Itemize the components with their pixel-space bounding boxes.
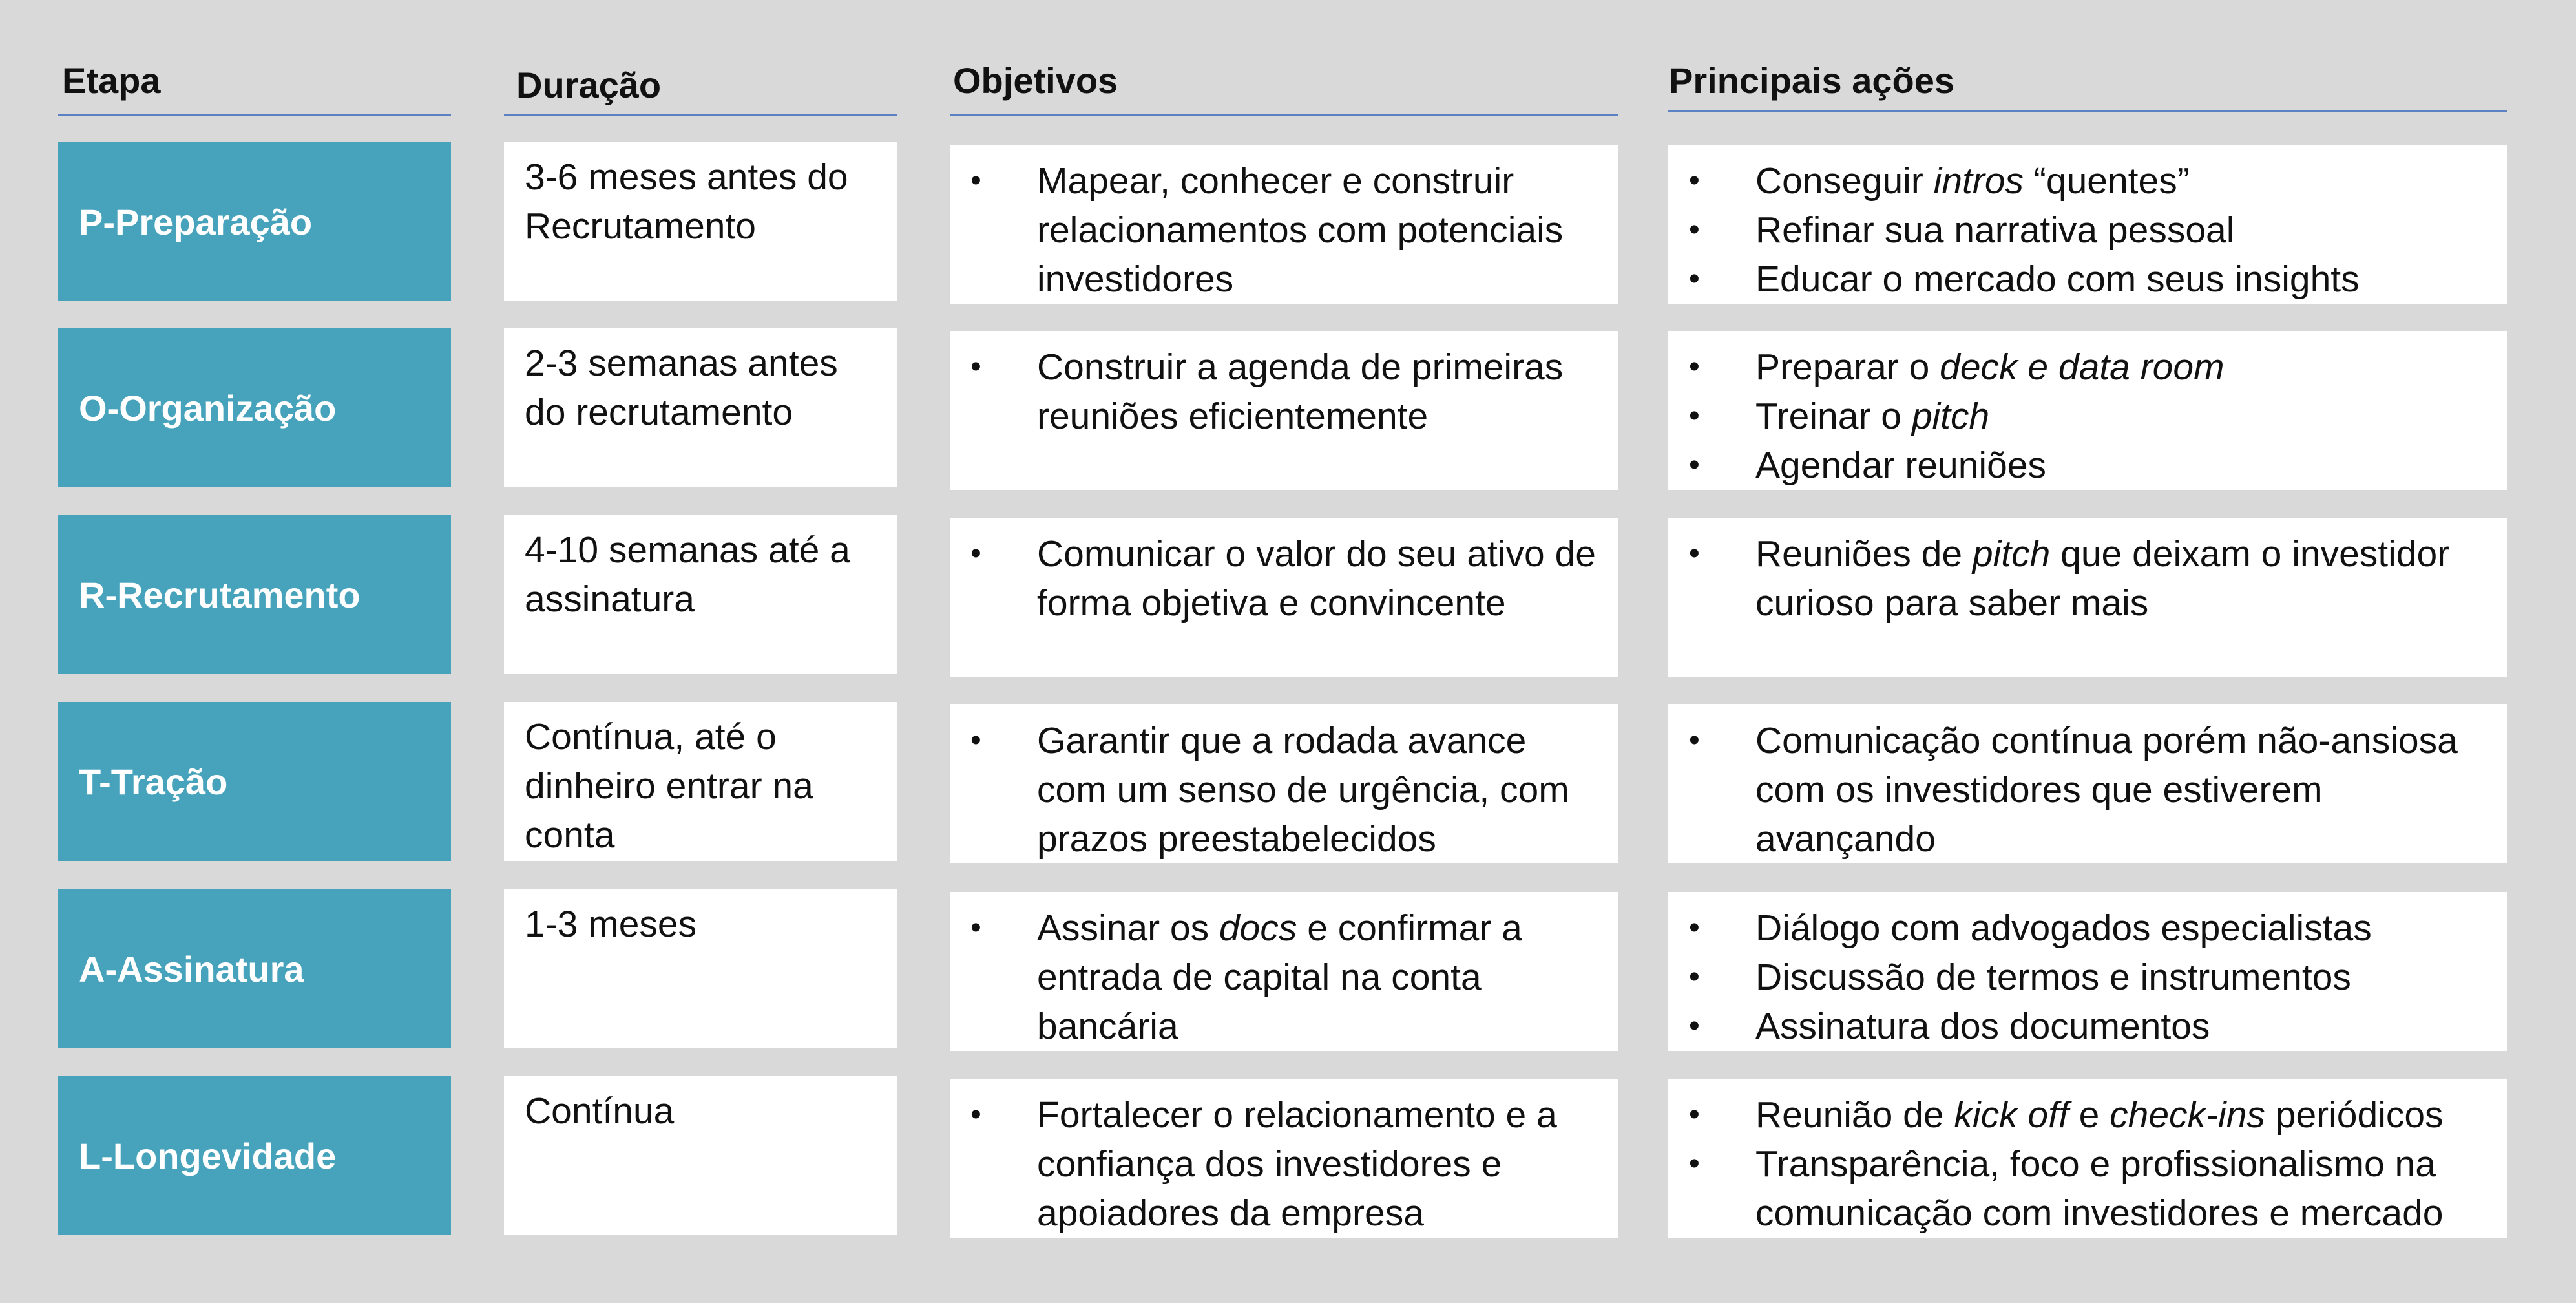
acoes-cell bbox=[1668, 331, 2507, 490]
bullet-icon: • bbox=[1689, 164, 1700, 198]
acoes-cell bbox=[1668, 892, 2507, 1051]
duracao-cell: Contínua, até o dinheiro entrar na conta bbox=[504, 702, 897, 861]
bullet-icon: • bbox=[1689, 723, 1700, 757]
bullet-icon: • bbox=[1689, 350, 1700, 384]
bullet-icon: • bbox=[1689, 213, 1700, 247]
header-etapa: Etapa bbox=[62, 60, 161, 101]
objetivos-cell bbox=[950, 892, 1618, 1051]
list-item-text: Discussão de termos e instrumentos bbox=[1755, 957, 2351, 998]
acoes-cell bbox=[1668, 518, 2507, 677]
list-item bbox=[1689, 1090, 2494, 1139]
bullet-icon: • bbox=[970, 911, 981, 945]
list-item-text: Garantir que a rodada avance com um senso de urgência, com prazos preestabelecidos bbox=[1037, 720, 1569, 860]
duracao-cell: 4-10 semanas até a assinatura bbox=[504, 515, 897, 674]
bullet-icon: • bbox=[970, 1097, 981, 1132]
bullet-icon: • bbox=[970, 723, 981, 757]
objetivos-cell bbox=[950, 1079, 1618, 1238]
header-duracao: Duração bbox=[516, 65, 662, 105]
list-item bbox=[1689, 953, 2494, 1002]
etapa-label: T-Tração bbox=[79, 761, 228, 802]
header-rule-principais-acoes bbox=[1668, 110, 2507, 112]
list-item-text: Reunião de kick off e check-ins periódicos bbox=[1755, 1094, 2444, 1136]
etapa-cell bbox=[58, 328, 451, 487]
etapa-cell bbox=[58, 889, 451, 1048]
bullet-icon: • bbox=[1689, 448, 1700, 482]
list-item-text: Mapear, conhecer e construir relacionamentos com potenciais investidores bbox=[1037, 160, 1564, 300]
header-rule-duracao bbox=[504, 114, 897, 116]
list-item-text: Preparar o deck e data room bbox=[1755, 346, 2225, 388]
etapa-cell bbox=[58, 142, 451, 301]
list-item bbox=[970, 716, 1605, 863]
list-item-text: Treinar o pitch bbox=[1755, 396, 1990, 437]
list-item-text: Assinatura dos documentos bbox=[1755, 1006, 2210, 1047]
etapa-label: O-Organização bbox=[79, 387, 337, 429]
header-principais-acoes: Principais ações bbox=[1669, 60, 1955, 101]
list-item bbox=[1689, 255, 2494, 304]
list-item-text: Assinar os docs e confirmar a entrada de capital na conta bancária bbox=[1037, 907, 1522, 1047]
bullet-icon: • bbox=[1689, 536, 1700, 571]
duracao-cell: 2-3 semanas antes do recrutamento bbox=[504, 328, 897, 487]
list-item bbox=[1689, 343, 2494, 392]
etapa-label: P-Preparação bbox=[79, 201, 313, 242]
bullet-icon: • bbox=[1689, 399, 1700, 433]
list-item-text: Construir a agenda de primeiras reuniões eficientemente bbox=[1037, 346, 1564, 437]
etapa-cell bbox=[58, 1076, 451, 1235]
list-item bbox=[970, 904, 1605, 1051]
header-objetivos: Objetivos bbox=[953, 60, 1118, 101]
duracao-cell: Contínua bbox=[504, 1076, 897, 1235]
list-item-text: Reuniões de pitch que deixam o investidor curioso para saber mais bbox=[1755, 533, 2450, 624]
header-rule-objetivos bbox=[950, 114, 1618, 116]
list-item-text: Transparência, foco e profissionalismo na comunicação com investidores e mercado bbox=[1755, 1143, 2444, 1234]
objetivos-cell bbox=[950, 704, 1618, 863]
list-item-text: Conseguir intros “quentes” bbox=[1755, 160, 2190, 202]
acoes-cell bbox=[1668, 704, 2507, 863]
bullet-icon: • bbox=[1689, 1009, 1700, 1043]
list-item-text: Comunicação contínua porém não-ansiosa com os investidores que estiverem avançando bbox=[1755, 720, 2458, 860]
list-item-text: Fortalecer o relacionamento e a confiança dos investidores e apoiadores da empresa bbox=[1037, 1094, 1557, 1234]
list-item bbox=[970, 529, 1605, 628]
bullet-icon: • bbox=[1689, 911, 1700, 945]
etapa-label: R-Recrutamento bbox=[79, 574, 361, 615]
list-item bbox=[1689, 1002, 2494, 1051]
list-item bbox=[970, 156, 1605, 304]
bullet-icon: • bbox=[970, 536, 981, 571]
list-item bbox=[970, 343, 1605, 441]
bullet-icon: • bbox=[1689, 262, 1700, 296]
list-item-text: Diálogo com advogados especialistas bbox=[1755, 907, 2372, 949]
acoes-cell bbox=[1668, 145, 2507, 304]
etapa-cell bbox=[58, 515, 451, 674]
list-item-text: Refinar sua narrativa pessoal bbox=[1755, 209, 2235, 251]
acoes-cell bbox=[1668, 1079, 2507, 1238]
bullet-icon: • bbox=[970, 350, 981, 384]
list-item bbox=[1689, 904, 2494, 953]
etapa-label: A-Assinatura bbox=[79, 948, 304, 990]
list-item-text: Agendar reuniões bbox=[1755, 445, 2046, 486]
objetivos-cell bbox=[950, 145, 1618, 304]
bullet-icon: • bbox=[1689, 1147, 1700, 1181]
etapa-label: L-Longevidade bbox=[79, 1135, 337, 1176]
list-item bbox=[1689, 529, 2494, 628]
list-item bbox=[1689, 716, 2494, 863]
list-item bbox=[1689, 1139, 2494, 1238]
list-item bbox=[970, 1090, 1605, 1238]
etapa-cell bbox=[58, 702, 451, 861]
bullet-icon: • bbox=[1689, 1097, 1700, 1132]
header-rule-etapa bbox=[58, 114, 451, 116]
list-item-text: Educar o mercado com seus insights bbox=[1755, 259, 2360, 300]
objetivos-cell bbox=[950, 518, 1618, 677]
objetivos-cell bbox=[950, 331, 1618, 490]
duracao-cell: 1-3 meses bbox=[504, 889, 897, 1048]
list-item-text: Comunicar o valor do seu ativo de forma objetiva e convincente bbox=[1037, 533, 1596, 624]
list-item bbox=[1689, 441, 2494, 490]
bullet-icon: • bbox=[970, 164, 981, 198]
list-item bbox=[1689, 392, 2494, 441]
list-item bbox=[1689, 206, 2494, 255]
bullet-icon: • bbox=[1689, 960, 1700, 994]
list-item bbox=[1689, 156, 2494, 206]
duracao-cell: 3-6 meses antes do Recrutamento bbox=[504, 142, 897, 301]
